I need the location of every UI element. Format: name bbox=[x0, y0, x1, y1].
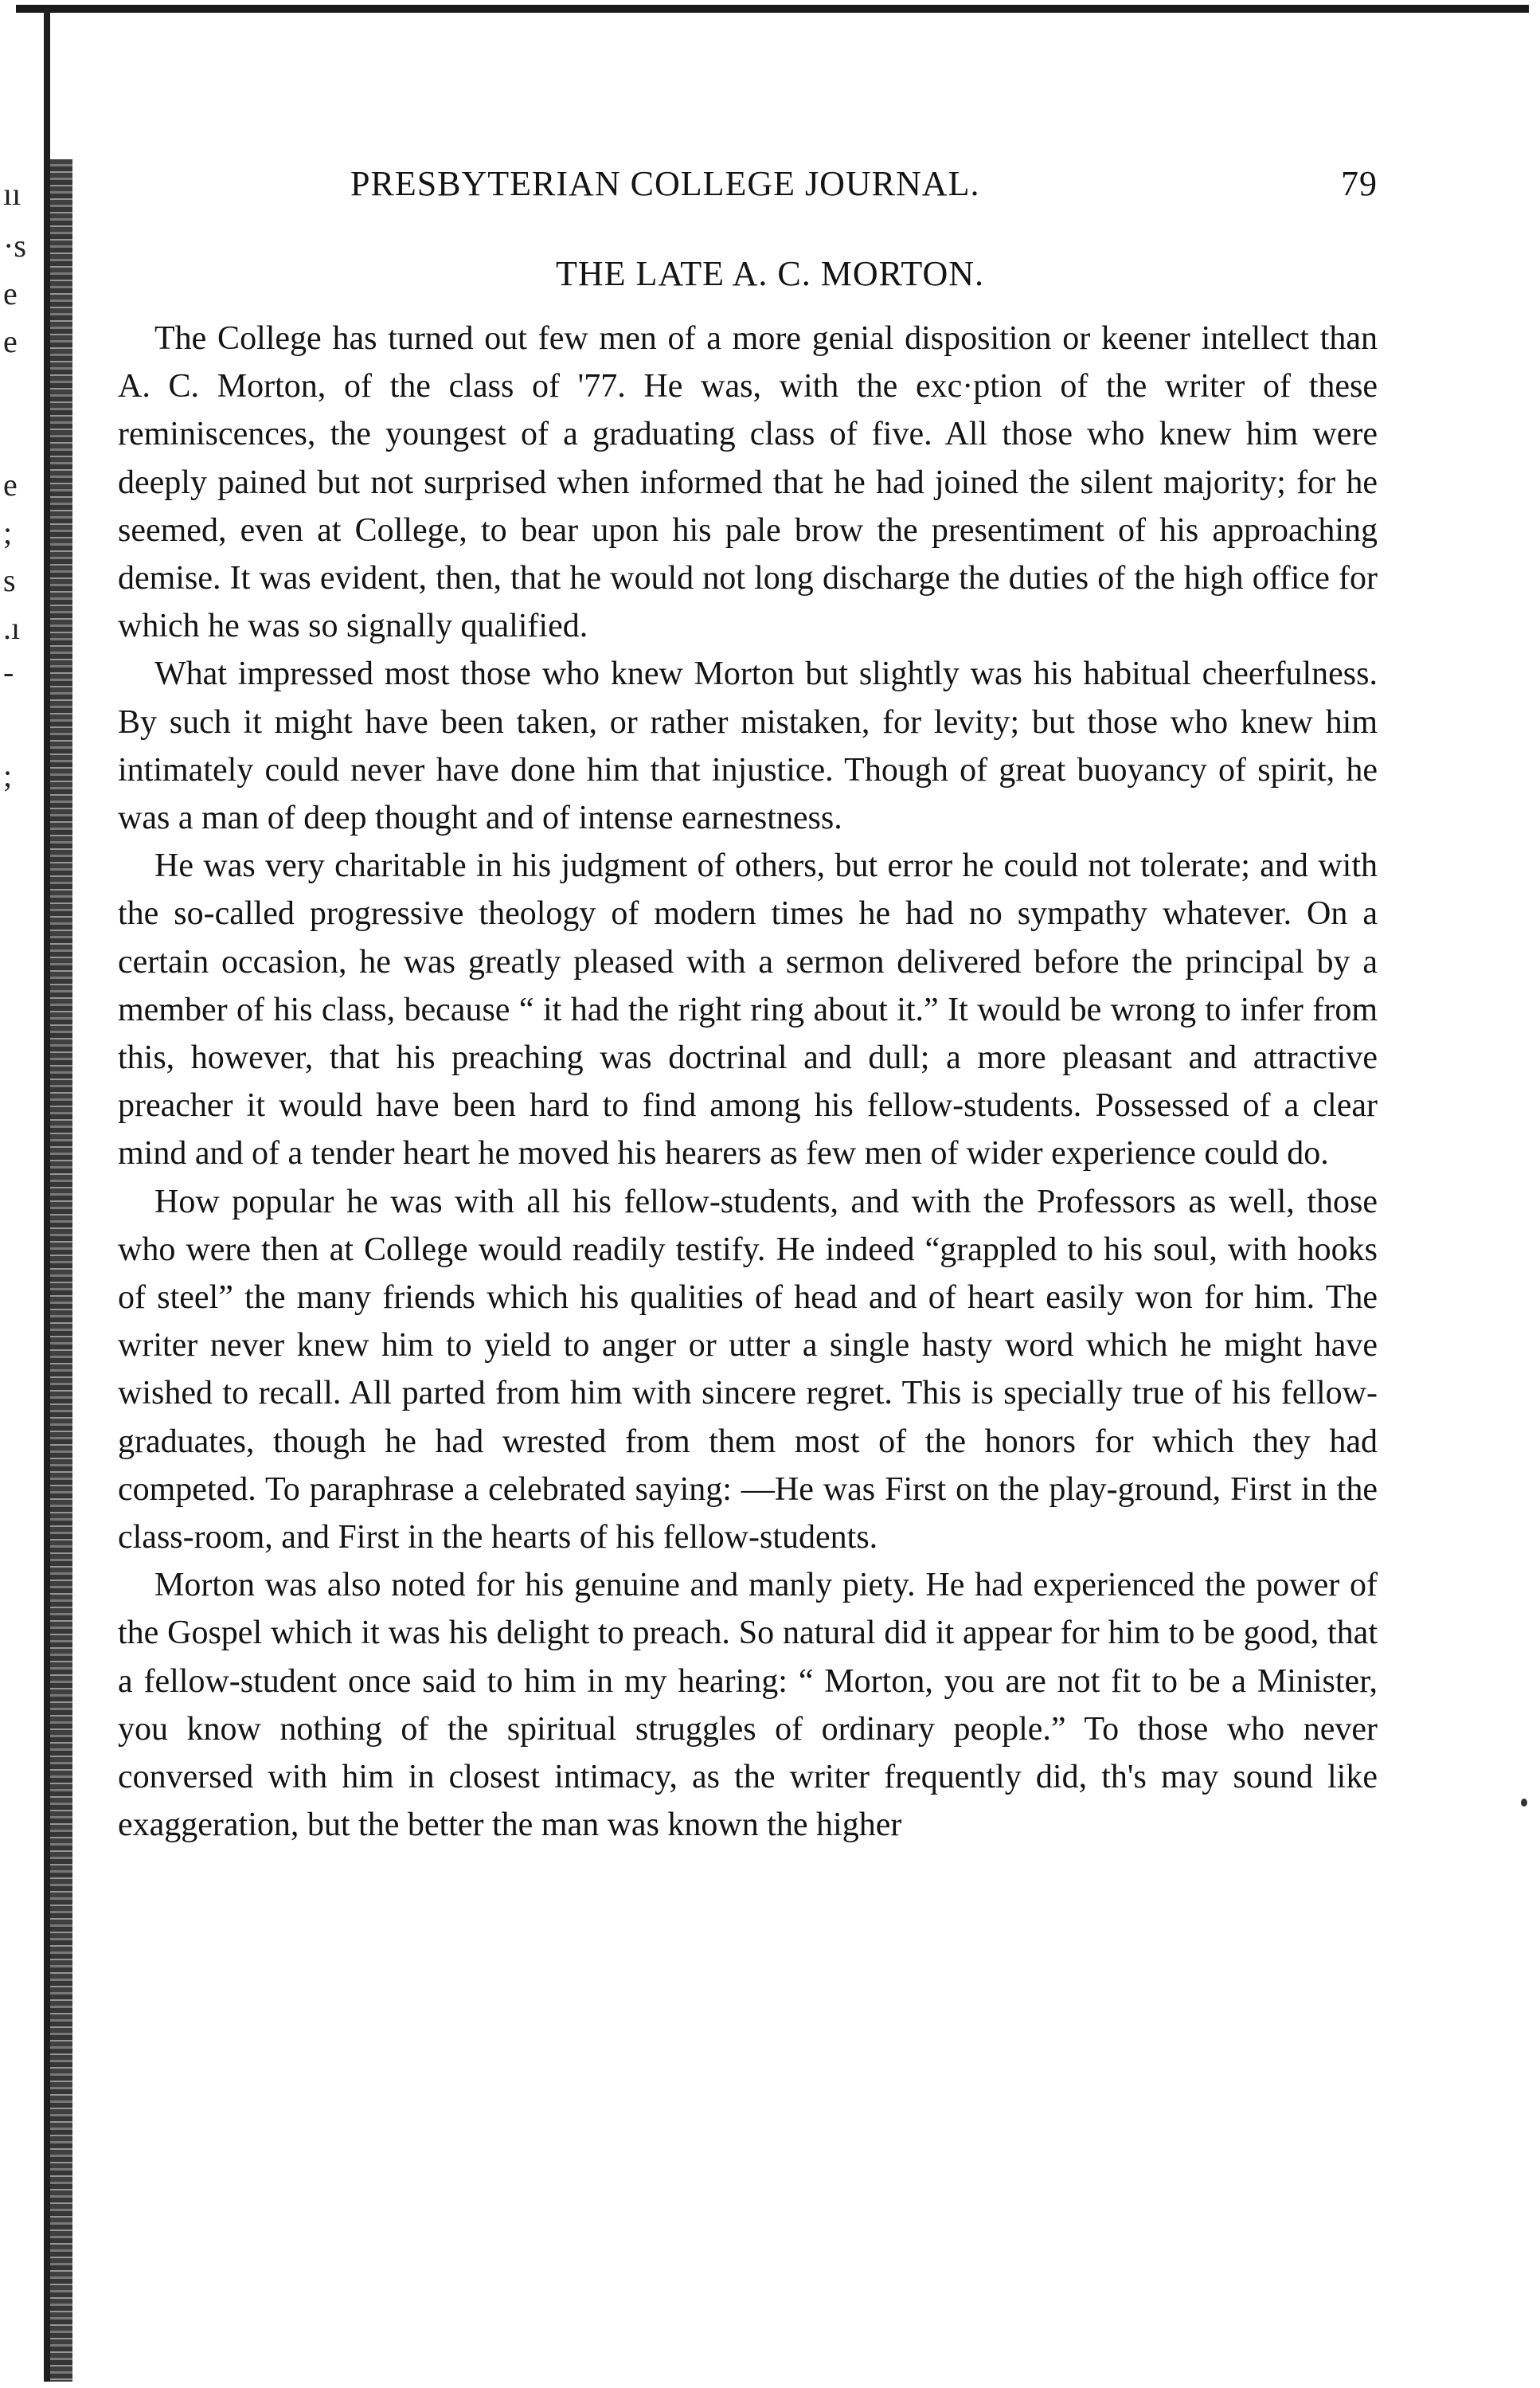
paragraph-1: The College has turned out few men of a more genial disposition or keener intellect than A. C. Morton, of the class of '77. He was, with the exc·ption of the writer of these reminiscences, the youngest of a graduating class of five. All those who knew him were deeply pained but not surprised when informed that he had joined the silent majority; for he seemed, even at College, to bear upon his pale brow the presentiment of his approaching demise. It was evident, then, that he would not long discharge the duties of the high office for which he was so signally qualified. bbox=[118, 320, 1378, 645]
paragraph-2: What impressed most those who knew Morton but slightly was his habitual cheerfulness. By such it might have been taken, or rather mistaken, for levity; but those who knew him intimately could never have done him that injustice. Though of great buoyancy of spirit, he was a man of deep thought and of intense earnestness. bbox=[118, 656, 1378, 837]
margin-fragment: s bbox=[3, 562, 16, 598]
top-border-rule bbox=[16, 5, 1529, 13]
left-border-rule bbox=[44, 8, 50, 2382]
binding-shadow-strip bbox=[50, 159, 72, 2382]
margin-fragment: ·s bbox=[3, 228, 26, 264]
journal-title: PRESBYTERIAN COLLEGE JOURNAL. bbox=[350, 164, 980, 203]
paragraph-4: How popular he was with all his fellow-students, and with the Professors as well, those who were then at College would readily testify. He indeed “grappled to his soul, with hooks of steel” the many friends which his qualities of head and of heart easily won for him. The writer never knew him to yield to anger or utter a single hasty word which he might have wished to recall. All parted from him with sincere regret. This is specially true of his fellow-graduates, though he had wrested from them most of the honors for which they had competed. To paraphrase a celebrated saying: —He was First on the play-ground, First in the class-room, and First in the hearts of his fellow-students. bbox=[118, 1183, 1378, 1556]
margin-fragment: ; bbox=[3, 515, 13, 550]
page-header bbox=[350, 163, 1378, 211]
article-body bbox=[118, 315, 1378, 1850]
ink-speck bbox=[1521, 1799, 1527, 1807]
margin-fragment: e bbox=[3, 323, 18, 359]
margin-fragment: ; bbox=[3, 758, 13, 793]
margin-fragment: ıı bbox=[3, 176, 21, 212]
article-title-text: THE LATE A. C. MORTON. bbox=[556, 254, 984, 293]
left-margin-fragments bbox=[0, 0, 40, 797]
paragraph-3: He was very charitable in his judgment of others, but error he could not tolerate; and with the so-called progressive theology of modern times he had no sympathy whatever. On a certain occasion, he was greatly pleased with a sermon delivered before the principal by a member of his class, because “ it had the right ring about it.” It would be wrong to infer from this, however, that his preaching was doctrinal and dull; a more pleasant and attractive preacher it would have been hard to find among his fellow-students. Possessed of a clear mind and of a tender heart he moved his hearers as few men of wider experience could do. bbox=[118, 848, 1378, 1172]
margin-fragment: - bbox=[3, 654, 14, 690]
margin-fragment: e bbox=[3, 276, 18, 311]
margin-fragment: .ı bbox=[3, 610, 21, 646]
article-title bbox=[0, 253, 1540, 294]
paragraph-5: Morton was also noted for his genuine and manly piety. He had experienced the power of the Gospel which it was his delight to preach. So natural did it appear for him to be good, that a fellow-student once said to him in my hearing: “ Morton, you are not fit to be a Minister, you know nothing of the spiritual struggles of ordinary people.” To those who never conversed with him in closest intimacy, as the writer frequently did, th's may sound like exaggeration, but the better the man was known the higher bbox=[118, 1567, 1378, 1844]
margin-fragment: e bbox=[3, 467, 18, 503]
page-number: 79 bbox=[1341, 164, 1378, 203]
